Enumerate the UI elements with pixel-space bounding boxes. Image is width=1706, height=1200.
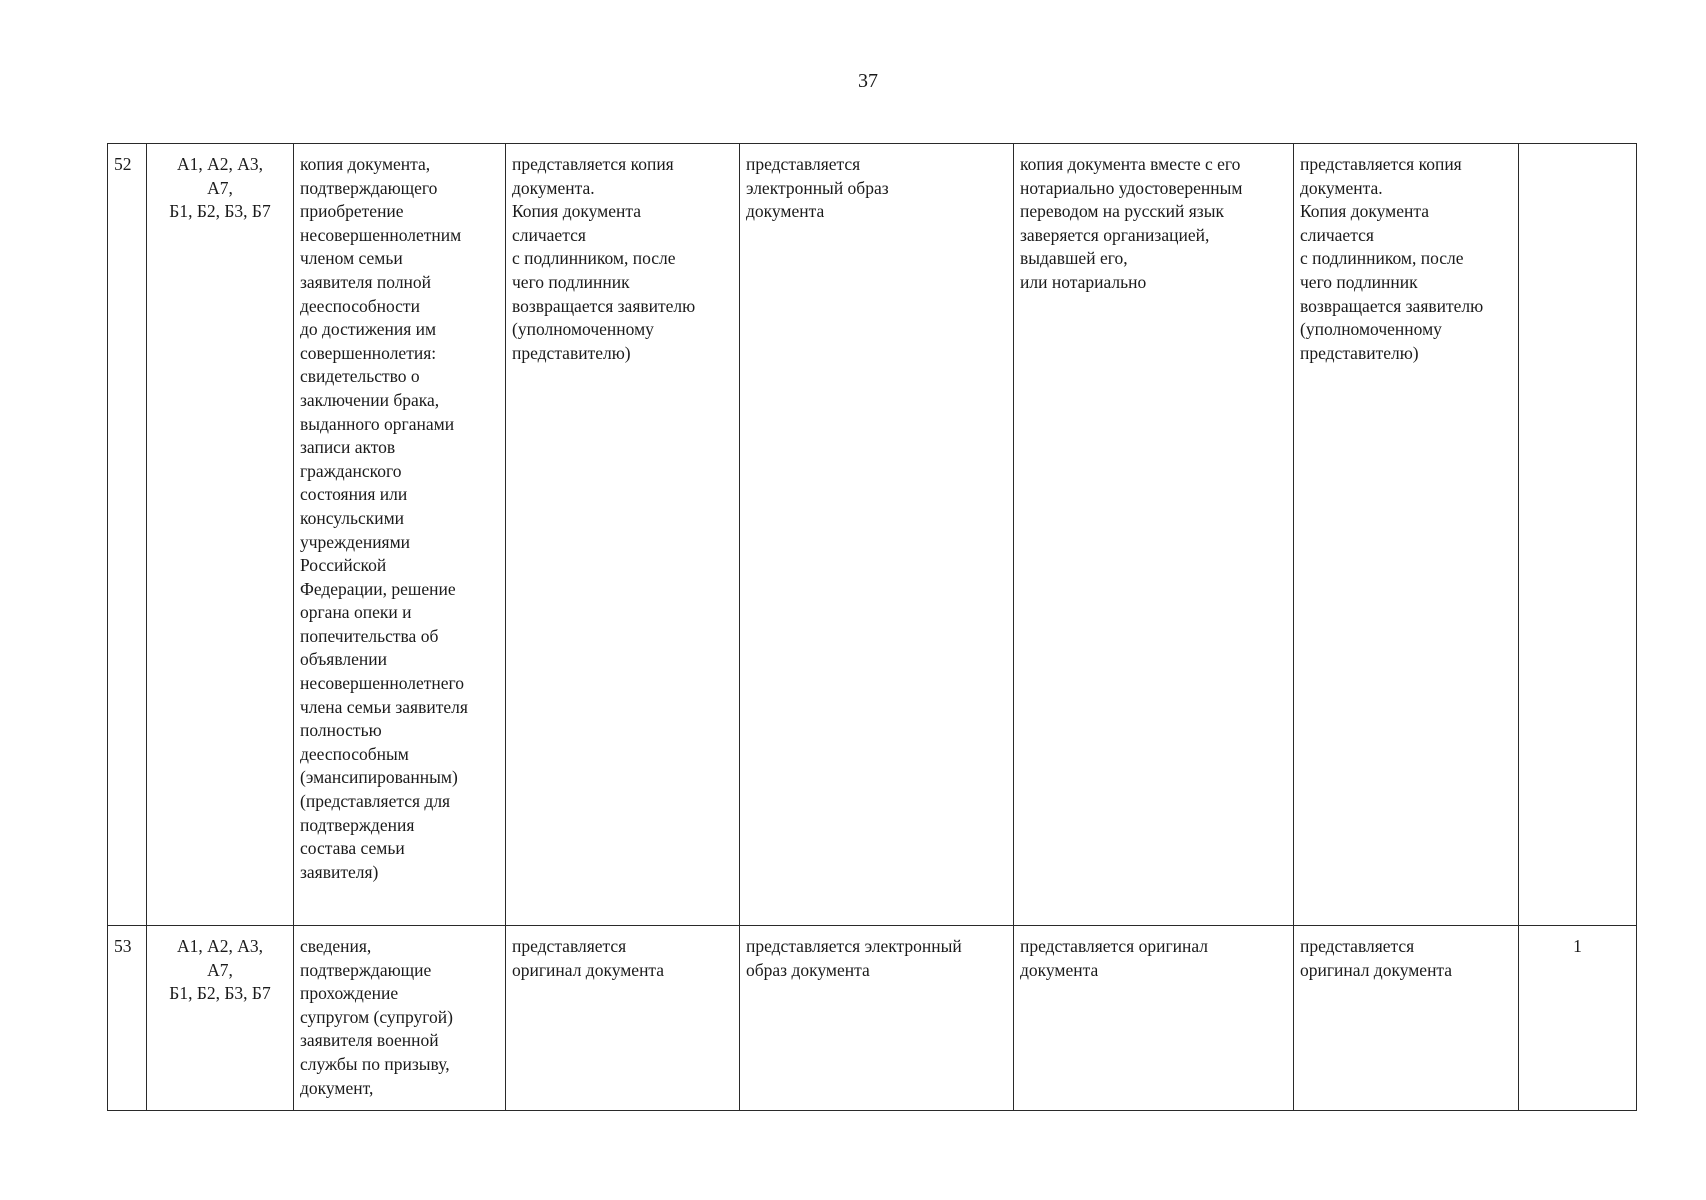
page-number: 37 bbox=[858, 70, 878, 92]
foreign-document-cell: копия документа вместе с его нотариально удостоверенным переводом на русский язык заверяется организацией, выдавшей его, или нотариально bbox=[1014, 144, 1294, 926]
applicant-codes-cell: А1, А2, А3, А7, Б1, Б2, Б3, Б7 bbox=[147, 144, 294, 926]
table-row bbox=[108, 926, 1637, 1111]
electronic-submission-cell: представляется электронный образ документа bbox=[740, 926, 1014, 1111]
mfc-submission-cell: представляется оригинал документа bbox=[1294, 926, 1519, 1111]
submission-method-cell: представляется оригинал документа bbox=[506, 926, 740, 1111]
row-number-cell: 53 bbox=[108, 926, 147, 1111]
row-number-cell: 52 bbox=[108, 144, 147, 926]
electronic-submission-cell: представляется электронный образ документа bbox=[740, 144, 1014, 926]
mfc-submission-cell: представляется копия документа. Копия документа сличается с подлинником, после чего подлинник возвращается заявителю (уполномоченному представителю) bbox=[1294, 144, 1519, 926]
document-description-cell: копия документа, подтверждающего приобретение несовершеннолетним членом семьи заявителя полной дееспособности до достижения им совершеннолетия: свидетельство о заключении брака, выданного органами записи актов гражданского состояния или консульскими учреждениями Российской Федерации, решение органа опеки и попечительства об объявлении несовершеннолетнего члена семьи заявителя полностью дееспособным (эмансипированным) (представляется для подтверждения состава семьи заявителя) bbox=[294, 144, 506, 926]
document-description-cell: сведения, подтверждающие прохождение супругом (супругой) заявителя военной службы по призыву, документ, bbox=[294, 926, 506, 1111]
quantity-cell: 1 bbox=[1519, 926, 1637, 1111]
submission-method-cell: представляется копия документа. Копия документа сличается с подлинником, после чего подлинник возвращается заявителю (уполномоченному представителю) bbox=[506, 144, 740, 926]
foreign-document-cell: представляется оригинал документа bbox=[1014, 926, 1294, 1111]
quantity-cell bbox=[1519, 144, 1637, 926]
requirements-table bbox=[107, 143, 1637, 1111]
applicant-codes-cell: А1, А2, А3, А7, Б1, Б2, Б3, Б7 bbox=[147, 926, 294, 1111]
table-row bbox=[108, 144, 1637, 926]
